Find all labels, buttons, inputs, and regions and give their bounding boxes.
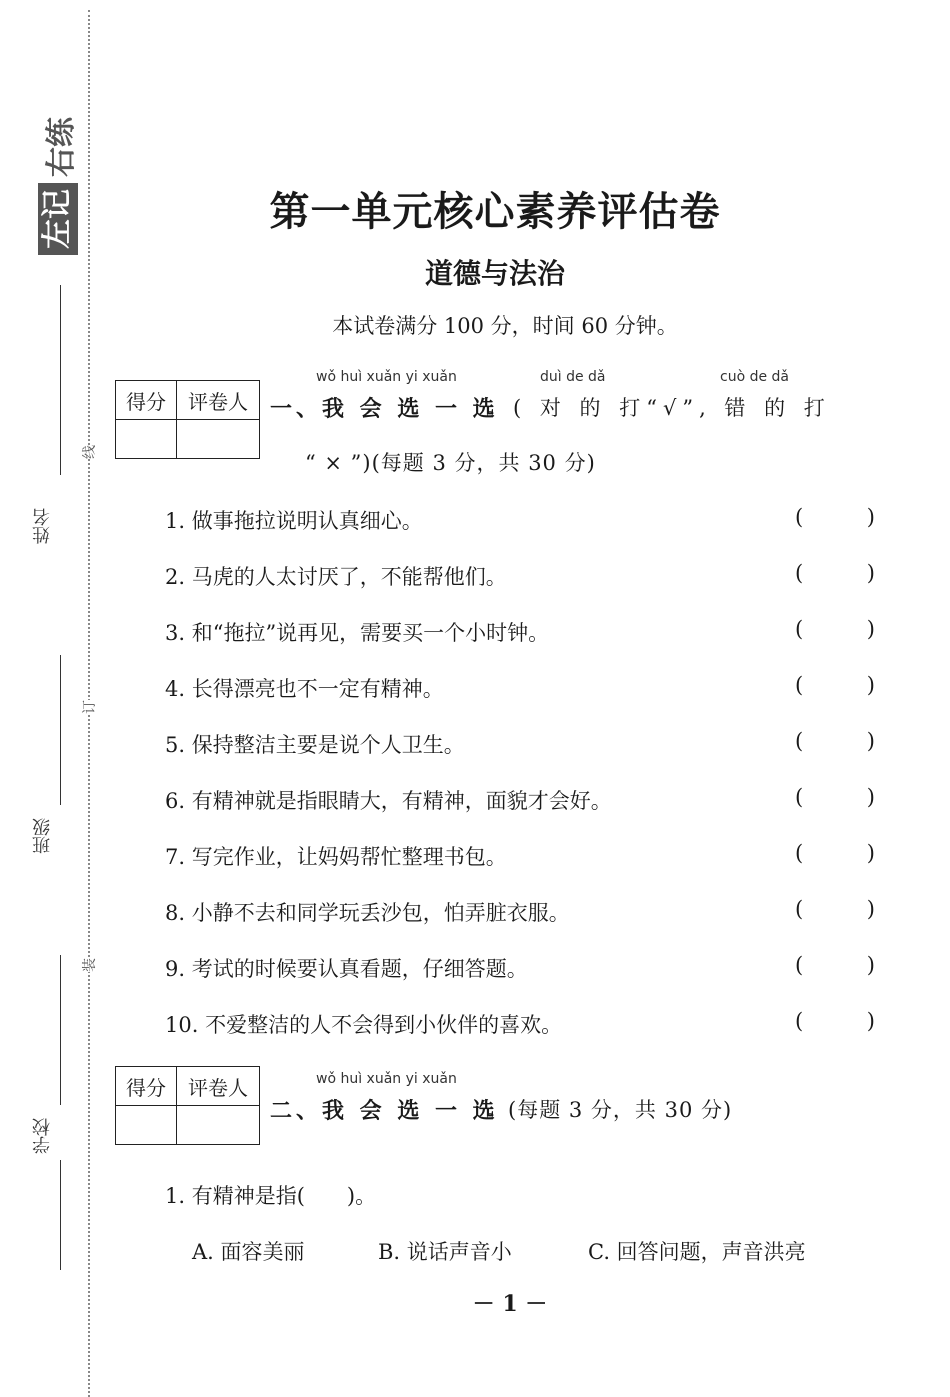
question-7: 7. 写完作业，让妈妈帮忙整理书包。 [165,845,507,869]
page-number: － 1 － [472,1291,548,1317]
answer-blank-2[interactable] [795,561,875,585]
section2-pinyin-title: wǒ huì xuǎn yi xuǎn [316,1071,457,1087]
paren-open: ( [795,673,804,697]
grader-cell[interactable] [177,1106,260,1145]
answer-blank-3[interactable] [795,617,875,641]
grader-cell[interactable] [177,420,260,459]
section1-instruction-line2: “ × ”)(每题 3 分，共 30 分) [305,451,596,475]
paren-close: ) [866,673,875,697]
answer-blank-7[interactable] [795,841,875,865]
section1-title: 一、我 会 选 一 选 [270,397,499,422]
name-label: 姓名 [32,508,53,544]
grader-label: 评卷人 [177,381,260,420]
answer-blank-5[interactable] [795,729,875,753]
answer-blank-9[interactable] [795,953,875,977]
school-label: 学校 [32,1118,53,1154]
score-label: 得分 [116,1067,177,1106]
class-line [60,655,61,805]
answer-blank-1[interactable] [795,505,875,529]
question-2: 2. 马虎的人太讨厌了，不能帮他们。 [165,565,507,589]
score-cell[interactable] [116,1106,177,1145]
paren-close: ) [866,729,875,753]
section2-question-1: 1. 有精神是指( )。 [165,1184,377,1208]
paren-open: ( [795,841,804,865]
question-8: 8. 小静不去和同学玩丢沙包，怕弄脏衣服。 [165,901,570,925]
question-10: 10. 不爱整洁的人不会得到小伙伴的喜欢。 [165,1013,563,1037]
answer-blank-8[interactable] [795,897,875,921]
cut-mark-ding: 订 [79,700,99,714]
question-1: 1. 做事拖拉说明认真细心。 [165,509,423,533]
grader-label: 评卷人 [177,1067,260,1106]
brand-right: 右练 [44,117,79,177]
subject-title: 道德与法治 [424,257,565,290]
class-label: 班级 [32,818,53,854]
question-4: 4. 长得漂亮也不一定有精神。 [165,677,444,701]
exam-note: 本试卷满分 100 分，时间 60 分钟。 [332,314,678,338]
page-title: 第一单元核心素养评估卷 [269,189,721,235]
paren-open: ( [795,617,804,641]
score-box-2 [115,1066,260,1145]
option-b[interactable]: B. 说话声音小 [378,1240,512,1264]
paren-close: ) [866,1009,875,1033]
paren-open: ( [795,897,804,921]
answer-blank-4[interactable] [795,673,875,697]
paren-open: ( [795,505,804,529]
score-box-1 [115,380,260,459]
paren-close: ) [866,505,875,529]
section1-instruction: 。( 对 的 打“√”, 错 的 打 [486,396,831,420]
question-5: 5. 保持整洁主要是说个人卫生。 [165,733,465,757]
section1-pinyin-wrong: cuò de dǎ [720,369,790,385]
cut-mark-xian: 线 [79,445,99,459]
paren-open: ( [795,953,804,977]
section1-pinyin-correct: duì de dǎ [540,369,606,385]
cut-mark-zhuang: 装 [79,958,99,972]
paren-open: ( [795,1009,804,1033]
section2-instruction: 。(每题 3 分，共 30 分) [486,1098,733,1122]
answer-blank-10[interactable] [795,1009,875,1033]
score-cell[interactable] [116,420,177,459]
paren-close: ) [866,841,875,865]
answer-blank-6[interactable] [795,785,875,809]
paren-open: ( [795,785,804,809]
section1-pinyin-title: wǒ huì xuǎn yi xuǎn [316,369,457,385]
paren-close: ) [866,953,875,977]
option-a[interactable]: A. 面容美丽 [192,1240,305,1264]
paren-close: ) [866,785,875,809]
question-9: 9. 考试的时候要认真看题，仔细答题。 [165,957,528,981]
paren-close: ) [866,897,875,921]
paren-close: ) [866,617,875,641]
brand-left: 左记 [38,183,78,255]
paren-close: ) [866,561,875,585]
paren-open: ( [795,561,804,585]
option-c[interactable]: C. 回答问题，声音洪亮 [588,1240,806,1264]
question-3: 3. 和“拖拉”说再见，需要买一个小时钟。 [165,621,550,645]
paren-open: ( [795,729,804,753]
section2-title: 二、我 会 选 一 选 [270,1099,499,1124]
school-line-lower [60,1160,61,1270]
score-label: 得分 [116,381,177,420]
school-line [60,955,61,1105]
question-6: 6. 有精神就是指眼睛大，有精神，面貌才会好。 [165,789,612,813]
